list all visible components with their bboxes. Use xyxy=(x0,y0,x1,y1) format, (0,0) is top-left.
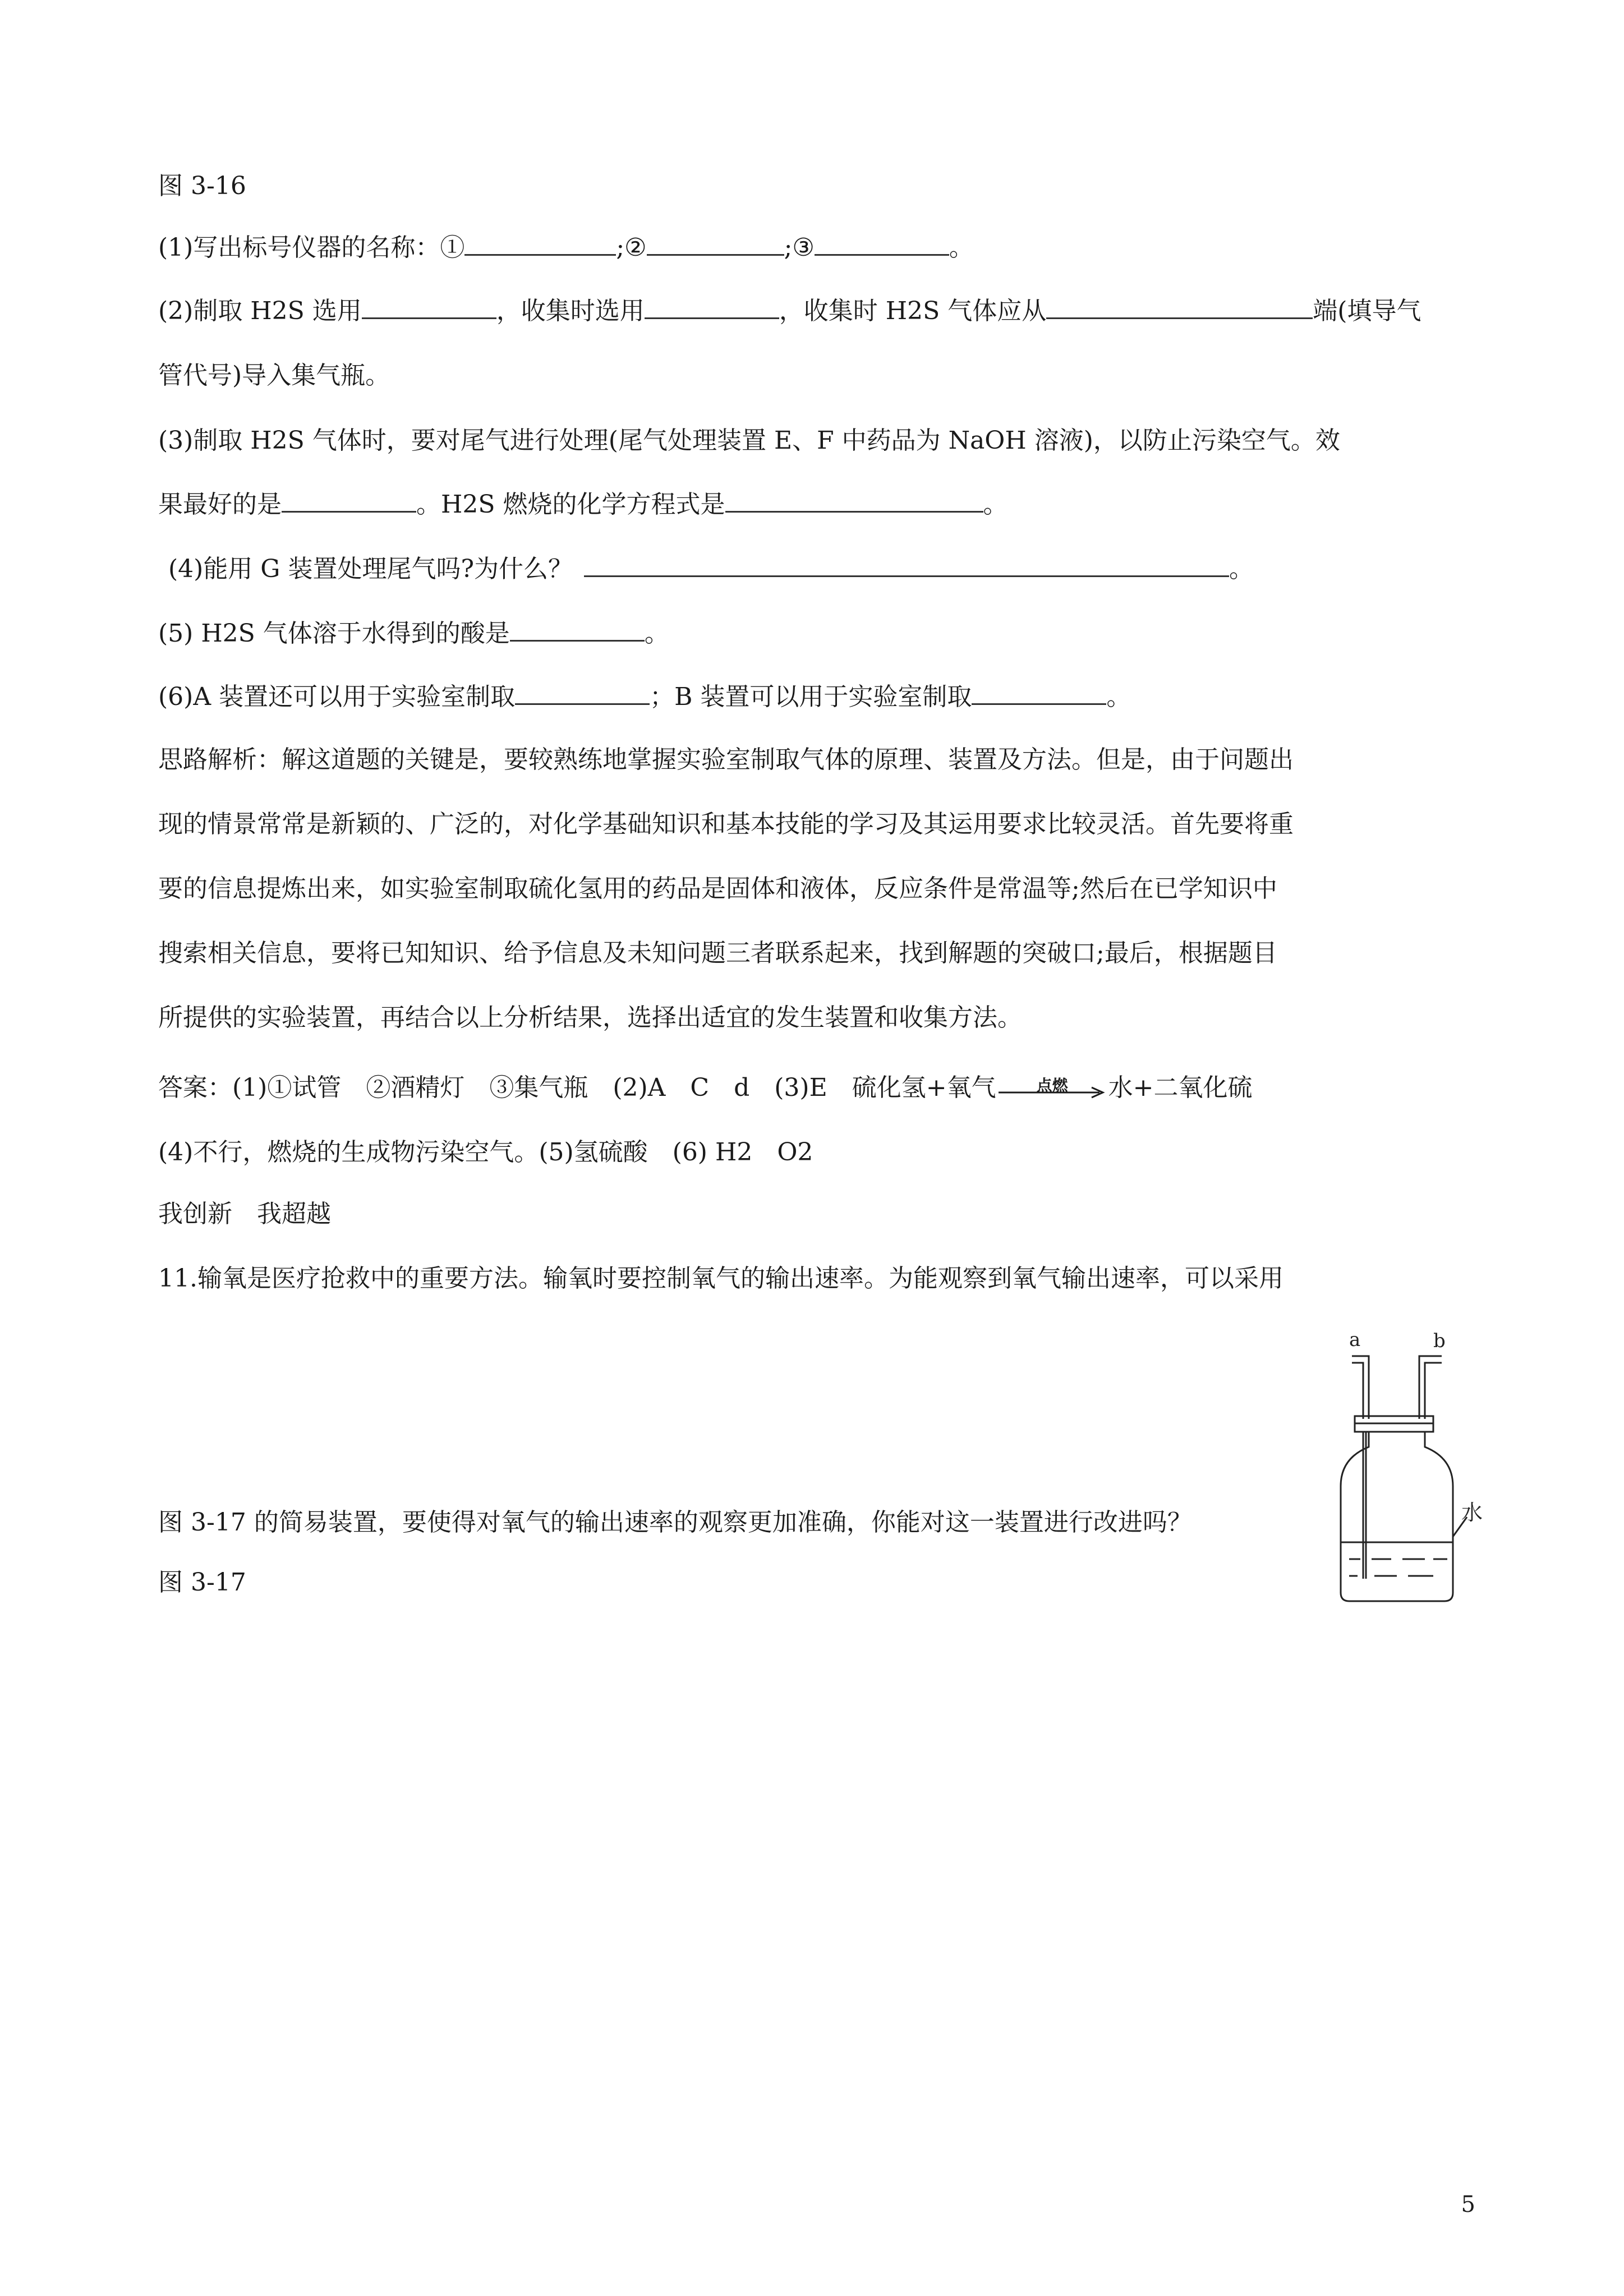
analysis-line: 所提供的实验装置，再结合以上分析结果，选择出适宜的发生装置和收集方法。 xyxy=(158,1003,1022,1032)
question-4: (4)能用 G 装置处理尾气吗?为什么？ 。 xyxy=(168,552,1254,586)
question-3-line1: (3)制取 H2S 气体时，要对尾气进行处理(尾气处理装置 E、F 中药品为 NaOH 溶液)，以防止污染空气。效 xyxy=(158,426,1340,455)
figure-caption-3-16: 图 3-16 xyxy=(158,172,246,200)
answer-line-1: 答案：(1)①试管 ②酒精灯 ③集气瓶 (2)A C d (3)E 硫化氢+氧气 点燃 水+二氧化硫 xyxy=(158,1071,1252,1105)
reaction-arrow xyxy=(996,1071,1108,1105)
section-title: 我创新 我超越 xyxy=(158,1200,331,1228)
tube-label-b: b xyxy=(1433,1330,1446,1352)
answer-blank xyxy=(282,488,416,513)
analysis-line: 搜索相关信息，要将已知知识、给予信息及未知问题三者联系起来，找到解题的突破口;最后，根据题目 xyxy=(158,939,1277,967)
answer-blank xyxy=(647,232,784,256)
analysis-line: 现的情景常常是新颖的、广泛的，对化学基础知识和基本技能的学习及其运用要求比较灵活。首先要将重 xyxy=(158,810,1294,838)
question-11-line2: 图 3-17 的简易装置，要使得对氧气的输出速率的观察更加准确，你能对这一装置进行改进吗？ xyxy=(158,1508,1192,1537)
question-1: (1)写出标号仪器的名称：① ;② ;③ 。 xyxy=(158,231,974,265)
analysis-line: 思路解析：解这道题的关键是，要较熟练地掌握实验室制取气体的原理、装置及方法。但是，由于问题出 xyxy=(158,745,1294,774)
answer-blank xyxy=(515,681,650,705)
question-11-line1: 11.输氧是医疗抢救中的重要方法。输氧时要控制氧气的输出速率。为能观察到氧气输出速率，可以采用 xyxy=(158,1264,1283,1293)
answer-blank xyxy=(510,617,645,642)
answer-blank xyxy=(584,553,1229,577)
answer-blank xyxy=(1046,295,1313,319)
answer-blank xyxy=(645,295,779,319)
question-3-line2: 果最好的是 。H2S 燃烧的化学方程式是 。 xyxy=(158,488,1008,522)
analysis-line: 要的信息提炼出来，如实验室制取硫化氢用的药品是固体和液体，反应条件是常温等;然后在已学知识中 xyxy=(158,874,1277,903)
question-5: (5) H2S 气体溶于水得到的酸是 。 xyxy=(158,617,669,651)
answer-blank xyxy=(815,232,949,256)
question-6: (6)A 装置还可以用于实验室制取 ；B 装置可以用于实验室制取 。 xyxy=(158,680,1131,714)
answer-blank xyxy=(972,681,1106,705)
page-number: 5 xyxy=(1461,2192,1475,2217)
tube-label-a: a xyxy=(1349,1329,1361,1351)
question-2-cont: 管代号)导入集气瓶。 xyxy=(158,361,390,390)
reaction-condition: 点燃 xyxy=(1036,1076,1068,1095)
gas-washing-bottle-figure xyxy=(1324,1324,1503,1610)
figure-caption-3-17: 图 3-17 xyxy=(158,1568,246,1597)
answer-blank xyxy=(725,488,983,513)
answer-blank xyxy=(464,232,616,256)
answer-line-2: (4)不行，燃烧的生成物污染空气。(5)氢硫酸 (6) H2 O2 xyxy=(158,1138,813,1167)
answer-blank xyxy=(362,295,496,319)
water-label: 水 xyxy=(1461,1500,1483,1525)
question-2: (2)制取 H2S 选用 ，收集时选用 ，收集时 H2S 气体应从 端(填导气 xyxy=(158,294,1421,328)
